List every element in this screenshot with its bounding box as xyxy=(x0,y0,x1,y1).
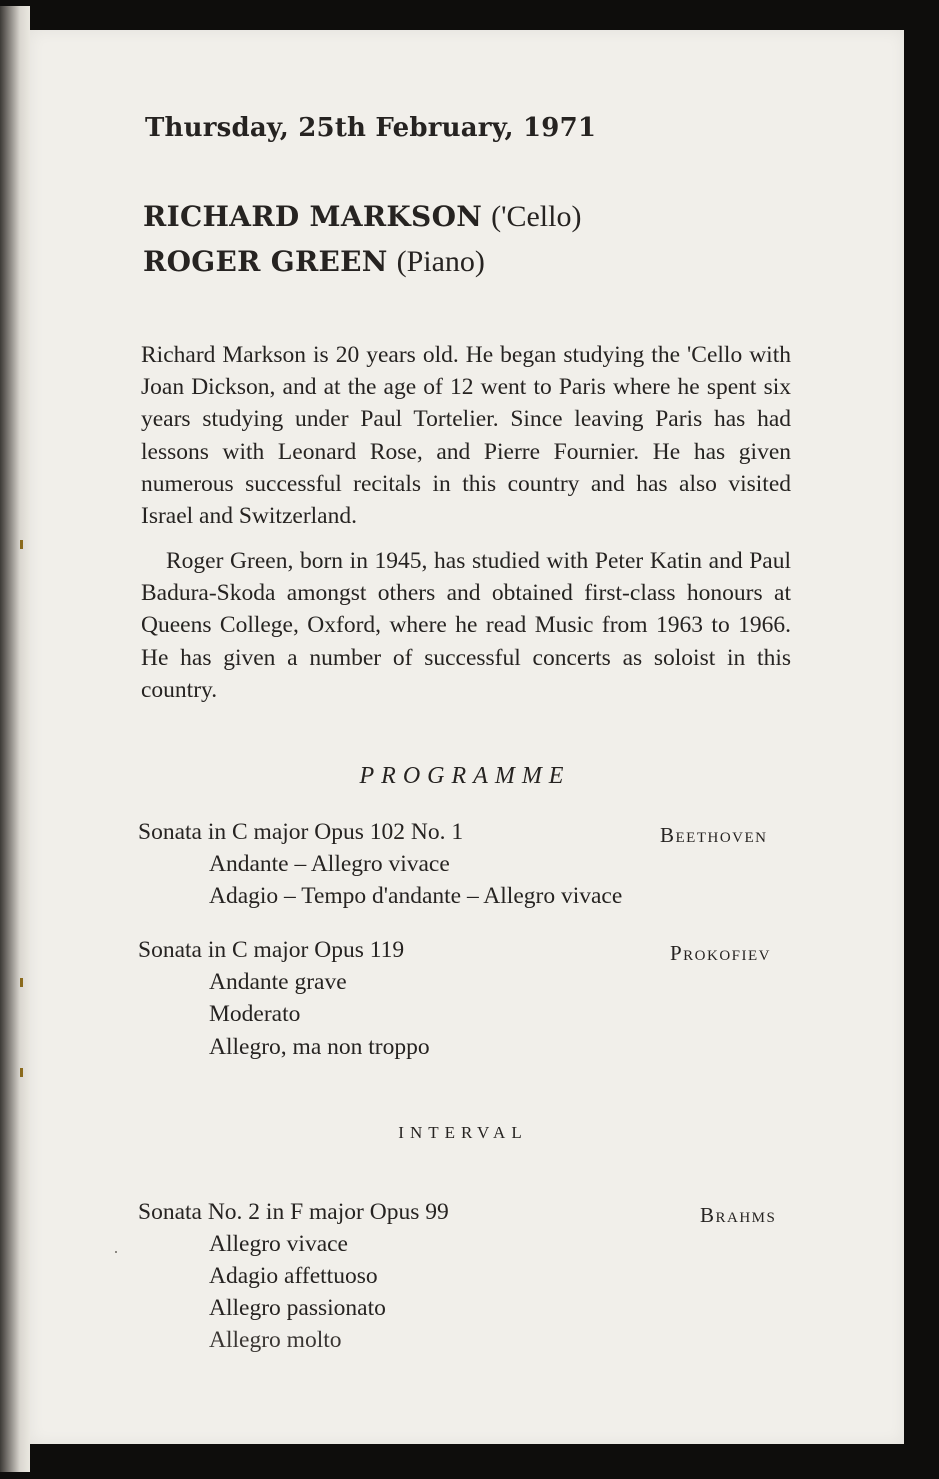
margin-mark xyxy=(20,1068,23,1077)
biography-markson: Richard Markson is 20 years old. He began studying the 'Cello with Joan Dickson, and at the age of 12 went to Paris where he spent six years studying under Paul Tortelier. Since leaving Paris has had lessons with Leonard Rose, and Pierre Fournier. He has given numerous successful recitals in this country and has also visited Israel and Switzerland. xyxy=(141,342,791,530)
margin-mark xyxy=(20,540,23,549)
interval-label: INTERVAL xyxy=(398,1123,528,1142)
movement: Moderato xyxy=(209,1001,301,1027)
work-title: Sonata No. 2 in F major Opus 99 xyxy=(138,1199,449,1225)
programme-heading: PROGRAMME xyxy=(359,763,571,789)
performer-name: RICHARD MARKSON xyxy=(143,200,483,233)
previous-page-edge xyxy=(0,6,30,1472)
work-composer: Beethoven xyxy=(660,823,768,847)
concert-date: Thursday, 25th February, 1971 xyxy=(145,113,597,143)
movement: Allegro vivace xyxy=(209,1231,348,1257)
movement: Adagio affettuoso xyxy=(209,1263,378,1289)
performer-instrument: (Piano) xyxy=(396,245,485,278)
work-title: Sonata in C major Opus 102 No. 1 xyxy=(138,819,464,845)
movement: Allegro molto xyxy=(209,1327,342,1353)
performer-instrument: ('Cello) xyxy=(491,200,582,233)
work-composer: Prokofiev xyxy=(670,941,772,965)
performer-2 xyxy=(143,245,485,279)
biography-green: Roger Green, born in 1945, has studied with Peter Katin and Paul Badura-Skoda amongst others and obtained first-class honours at Queens College, Oxford, where he read Music from 1963 to 1966. He has given a number of successful concerts as soloist in this country. xyxy=(141,548,791,703)
margin-mark xyxy=(20,978,23,987)
work-composer: Brahms xyxy=(700,1203,777,1227)
performer-1 xyxy=(143,200,581,234)
movement: Allegro passionato xyxy=(209,1295,386,1321)
page-sheet xyxy=(30,30,904,1444)
movement: Andante – Allegro vivace xyxy=(209,851,450,877)
stray-ink-dot xyxy=(115,1251,117,1253)
movement: Adagio – Tempo d'andante – Allegro vivace xyxy=(209,883,623,909)
performer-name: ROGER GREEN xyxy=(143,245,388,278)
movement: Allegro, ma non troppo xyxy=(209,1034,430,1060)
work-title: Sonata in C major Opus 119 xyxy=(138,937,405,963)
movement: Andante grave xyxy=(209,969,347,995)
